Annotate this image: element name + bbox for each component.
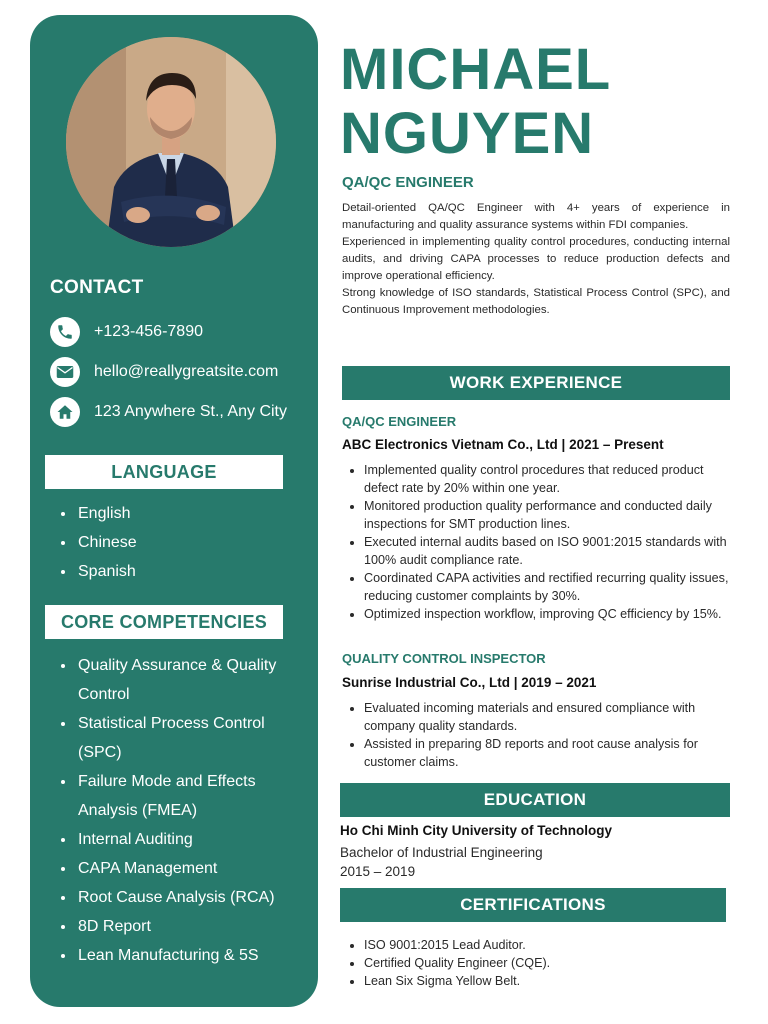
job-role: QUALITY CONTROL INSPECTOR bbox=[342, 651, 546, 666]
list-item: • Implemented quality control procedures that reduced product defect rate by 20% within one year. bbox=[364, 461, 734, 497]
language-heading: LANGUAGE bbox=[45, 455, 283, 489]
list-item: • Statistical Process Control (SPC) bbox=[76, 709, 304, 767]
first-name: MICHAEL bbox=[340, 37, 612, 102]
list-item: • Executed internal audits based on ISO 9001:2015 standards with 100% audit compliance rate. bbox=[364, 533, 734, 569]
language-list bbox=[58, 499, 304, 586]
list-item: • Lean Manufacturing & 5S bbox=[76, 941, 304, 970]
work-experience-heading: WORK EXPERIENCE bbox=[342, 366, 730, 400]
contact-email bbox=[50, 356, 278, 388]
education-heading: EDUCATION bbox=[340, 783, 730, 817]
list-item: • English bbox=[76, 499, 304, 528]
list-item: • Coordinated CAPA activities and rectified recurring quality issues, reducing customer complaints by 30%. bbox=[364, 569, 734, 605]
job-title: QA/QC ENGINEER bbox=[342, 174, 474, 191]
list-item: • Spanish bbox=[76, 557, 304, 586]
contact-heading: CONTACT bbox=[50, 277, 144, 298]
competencies-list bbox=[58, 651, 304, 970]
education-degree: Bachelor of Industrial Engineering bbox=[340, 845, 543, 860]
summary bbox=[342, 200, 730, 319]
email-text: hello@reallygreatsite.com bbox=[94, 363, 279, 380]
job-company: ABC Electronics Vietnam Co., Ltd | 2021 – Present bbox=[342, 437, 664, 452]
list-item: • ISO 9001:2015 Lead Auditor. bbox=[364, 936, 734, 954]
job-bullets bbox=[346, 699, 734, 771]
phone-text: +123-456-7890 bbox=[94, 323, 203, 340]
list-item: • Certified Quality Engineer (CQE). bbox=[364, 954, 734, 972]
list-item: • Optimized inspection workflow, improving QC efficiency by 15%. bbox=[364, 605, 734, 623]
email-icon bbox=[50, 357, 80, 387]
last-name: NGUYEN bbox=[340, 101, 595, 166]
list-item: • Internal Auditing bbox=[76, 825, 304, 854]
certifications-heading: CERTIFICATIONS bbox=[340, 888, 726, 922]
sidebar bbox=[30, 15, 318, 1007]
list-item: • Chinese bbox=[76, 528, 304, 557]
home-icon bbox=[50, 397, 80, 427]
summary-paragraph: Experienced in implementing quality control procedures, conducting internal audits, and driving CAPA processes to reduce production defects and improve operational efficiency. bbox=[342, 236, 730, 282]
address-text: 123 Anywhere St., Any City bbox=[94, 403, 287, 420]
list-item: • Failure Mode and Effects Analysis (FMEA) bbox=[76, 767, 304, 825]
contact-address bbox=[50, 396, 287, 428]
summary-paragraph: Detail-oriented QA/QC Engineer with 4+ years of experience in manufacturing and quality assurance systems within FDI companies. bbox=[342, 202, 730, 231]
candidate-name bbox=[340, 38, 611, 166]
education-years: 2015 – 2019 bbox=[340, 864, 416, 879]
list-item: • Lean Six Sigma Yellow Belt. bbox=[364, 972, 734, 990]
list-item: • Evaluated incoming materials and ensured compliance with company quality standards. bbox=[364, 699, 734, 735]
list-item: • Assisted in preparing 8D reports and root cause analysis for customer claims. bbox=[364, 735, 734, 771]
education-school: Ho Chi Minh City University of Technology bbox=[340, 823, 613, 838]
phone-icon bbox=[50, 317, 80, 347]
contact-phone bbox=[50, 316, 203, 348]
job-company: Sunrise Industrial Co., Ltd | 2019 – 2021 bbox=[342, 675, 597, 690]
list-item: • CAPA Management bbox=[76, 854, 304, 883]
certifications-list bbox=[346, 936, 734, 990]
list-item: • Quality Assurance & Quality Control bbox=[76, 651, 304, 709]
competencies-heading: CORE COMPETENCIES bbox=[45, 605, 283, 639]
job-bullets bbox=[346, 461, 734, 623]
profile-photo bbox=[66, 37, 276, 247]
list-item: • Root Cause Analysis (RCA) bbox=[76, 883, 304, 912]
summary-paragraph: Strong knowledge of ISO standards, Statistical Process Control (SPC), and Continuous Improvement methodologies. bbox=[342, 287, 730, 316]
list-item: • Monitored production quality performance and conducted daily inspections for SMT production lines. bbox=[364, 497, 734, 533]
job-role: QA/QC ENGINEER bbox=[342, 414, 457, 429]
list-item: • 8D Report bbox=[76, 912, 304, 941]
